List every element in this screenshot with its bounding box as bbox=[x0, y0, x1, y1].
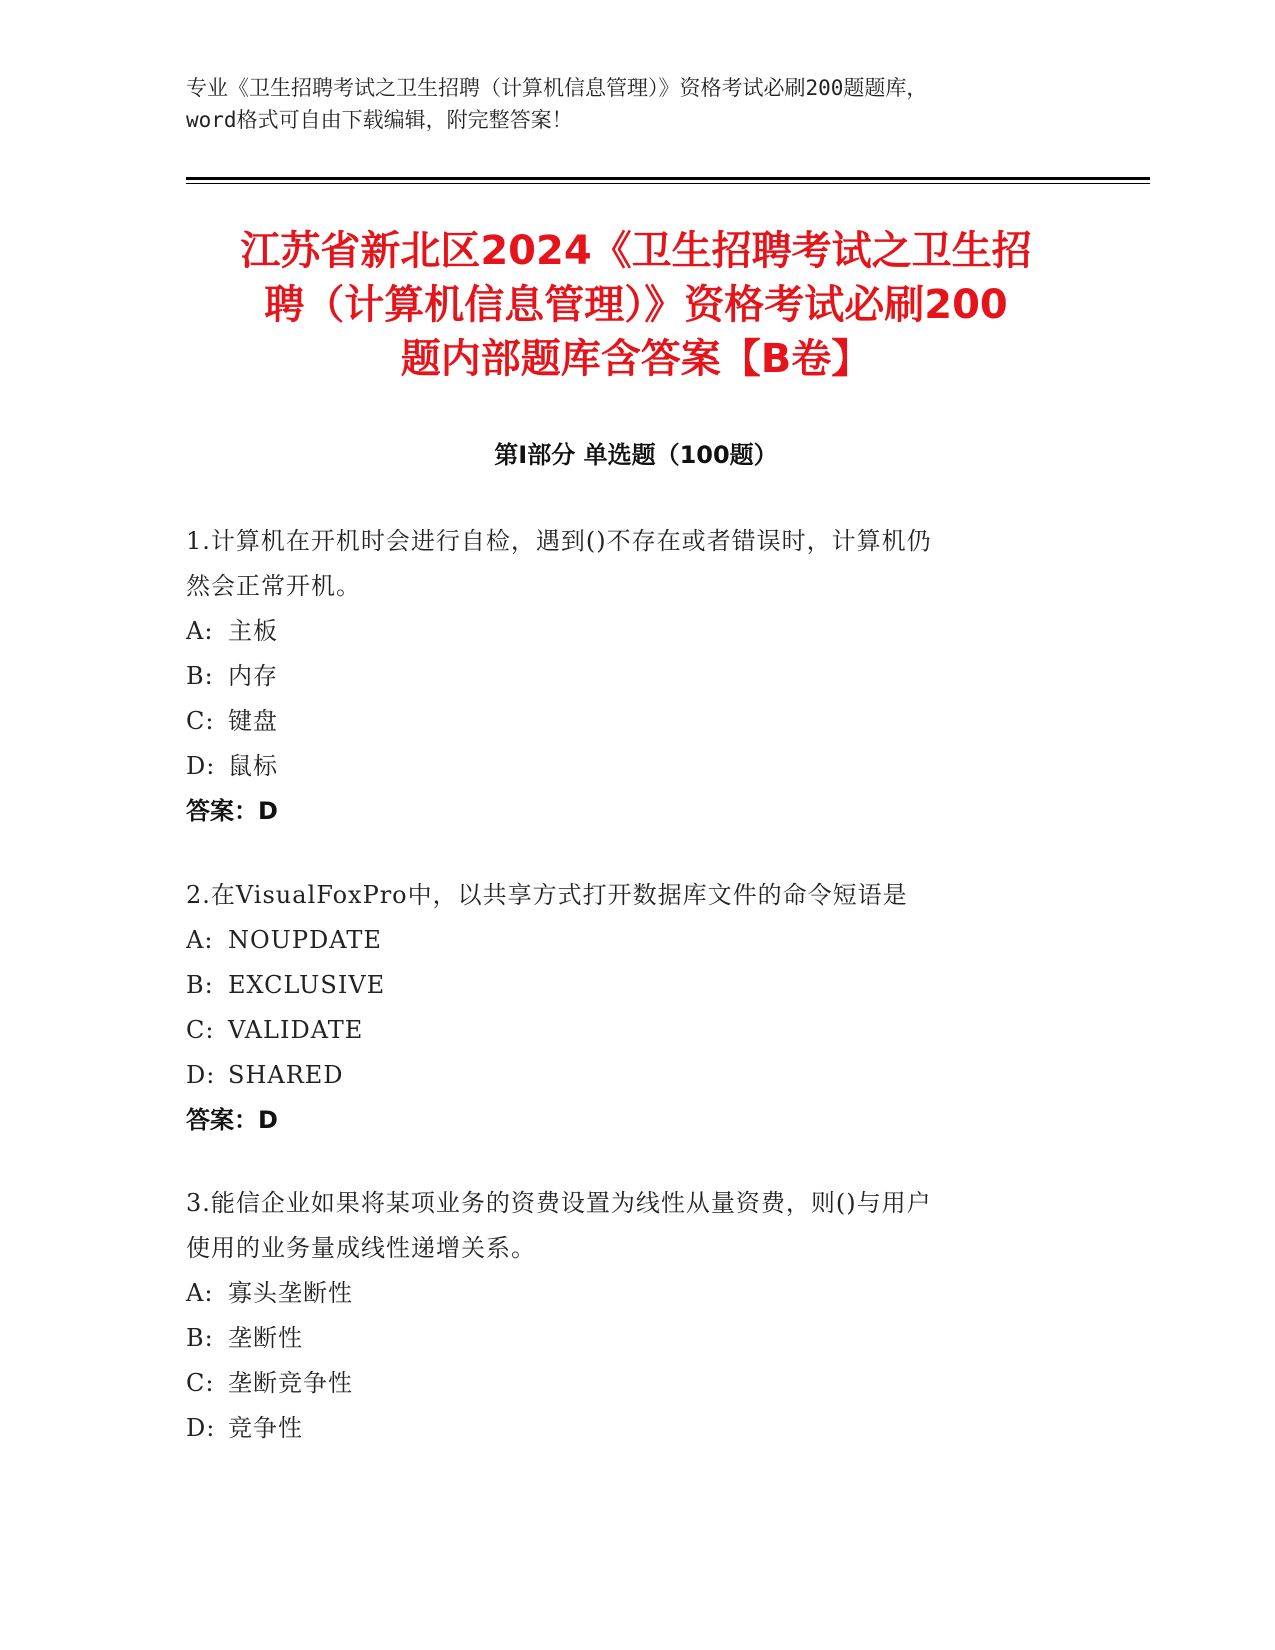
option-text: EXCLUSIVE bbox=[228, 971, 386, 999]
header-note-line: 专业《卫生招聘考试之卫生招聘（计算机信息管理）》资格考试必刷200题题库， bbox=[186, 76, 928, 100]
option-key: A: bbox=[186, 1279, 214, 1307]
option-key: B: bbox=[186, 662, 214, 690]
option-key: A: bbox=[186, 926, 214, 954]
option-key: D: bbox=[186, 752, 216, 780]
header-divider-thick bbox=[186, 177, 1150, 180]
option-b bbox=[186, 963, 1086, 1008]
question-item bbox=[186, 519, 1086, 834]
option-c bbox=[186, 1361, 1086, 1406]
option-text: 鼠标 bbox=[228, 752, 278, 780]
document-title bbox=[186, 224, 1086, 386]
option-text: NOUPDATE bbox=[228, 926, 382, 954]
option-b bbox=[186, 654, 1086, 699]
option-a bbox=[186, 1271, 1086, 1316]
option-a bbox=[186, 609, 1086, 654]
answer-line: 答案：D bbox=[186, 1106, 278, 1134]
option-key: A: bbox=[186, 617, 214, 645]
document-header-note bbox=[186, 72, 1086, 136]
header-divider-thin bbox=[186, 183, 1150, 184]
option-b bbox=[186, 1316, 1086, 1361]
option-text: 垄断竞争性 bbox=[228, 1369, 353, 1397]
option-key: D: bbox=[186, 1414, 216, 1442]
option-key: B: bbox=[186, 1324, 214, 1352]
option-text: 垄断性 bbox=[228, 1324, 303, 1352]
title-line: 聘（计算机信息管理）》资格考试必刷200 bbox=[264, 282, 1008, 328]
option-c bbox=[186, 699, 1086, 744]
question-item bbox=[186, 873, 1086, 1143]
question-stem: 2.在VisualFoxPro中，以共享方式打开数据库文件的命令短语是 bbox=[186, 881, 908, 909]
option-text: SHARED bbox=[228, 1061, 344, 1089]
option-text: 寡头垄断性 bbox=[228, 1279, 353, 1307]
option-key: C: bbox=[186, 1369, 215, 1397]
title-line: 江苏省新北区2024《卫生招聘考试之卫生招 bbox=[240, 228, 1032, 274]
option-d bbox=[186, 744, 1086, 789]
question-stem: 1.计算机在开机时会进行自检，遇到()不存在或者错误时，计算机仍 bbox=[186, 527, 932, 555]
header-note-line: word格式可自由下载编辑，附完整答案！ bbox=[186, 108, 573, 132]
option-d bbox=[186, 1406, 1086, 1451]
section-heading: 第Ⅰ部分 单选题（100题） bbox=[494, 441, 778, 469]
question-stem: 3.能信企业如果将某项业务的资费设置为线性从量资费，则()与用户 bbox=[186, 1189, 932, 1217]
option-a bbox=[186, 918, 1086, 963]
question-item bbox=[186, 1181, 1086, 1451]
option-text: 内存 bbox=[228, 662, 278, 690]
answer-line: 答案：D bbox=[186, 797, 278, 825]
option-text: 竞争性 bbox=[228, 1414, 303, 1442]
option-key: C: bbox=[186, 707, 215, 735]
option-key: D: bbox=[186, 1061, 216, 1089]
option-d bbox=[186, 1053, 1086, 1098]
question-stem: 使用的业务量成线性递增关系。 bbox=[186, 1234, 536, 1262]
option-text: VALIDATE bbox=[228, 1016, 364, 1044]
option-key: C: bbox=[186, 1016, 215, 1044]
option-key: B: bbox=[186, 971, 214, 999]
question-stem: 然会正常开机。 bbox=[186, 572, 361, 600]
option-c bbox=[186, 1008, 1086, 1053]
title-line: 题内部题库含答案【B卷】 bbox=[400, 336, 872, 382]
option-text: 主板 bbox=[228, 617, 278, 645]
option-text: 键盘 bbox=[228, 707, 278, 735]
